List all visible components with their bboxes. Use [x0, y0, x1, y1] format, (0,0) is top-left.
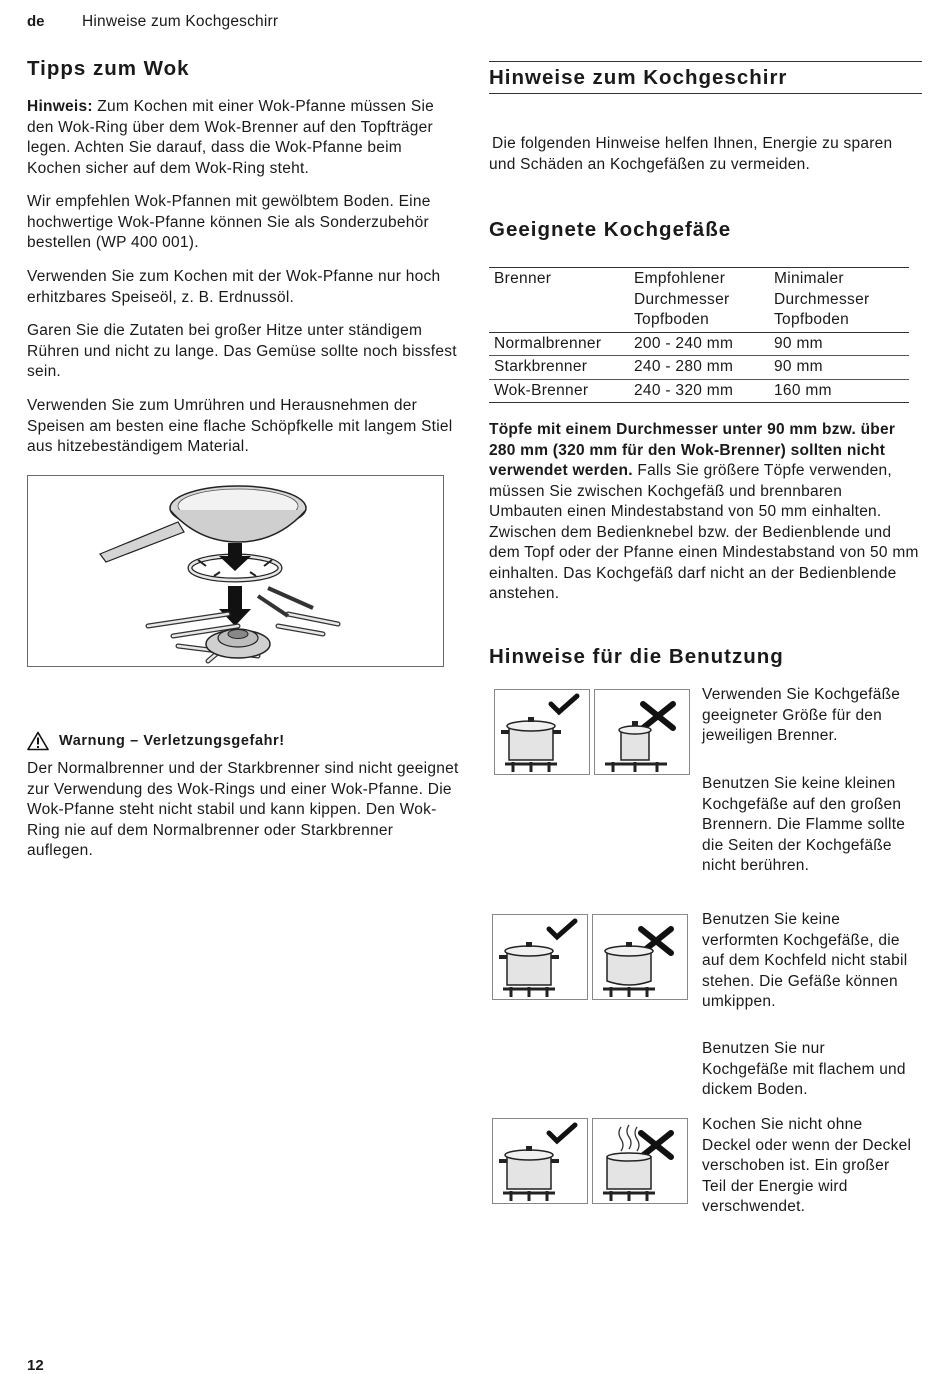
running-header-title: Hinweise zum Kochgeschirr — [82, 13, 279, 30]
table-cell: Wok-Brenner — [494, 381, 589, 399]
table-row — [489, 356, 909, 380]
col-header-recommended: Empfohlener Durchmesser Topfboden — [634, 270, 730, 328]
warning-header — [27, 731, 285, 751]
page-number: 12 — [27, 1357, 44, 1374]
table-cell: 240 - 320 mm — [634, 381, 734, 399]
burner-table-wrapper — [489, 267, 909, 403]
table-cell: 160 mm — [774, 381, 832, 399]
table-cell: Normalbrenner — [494, 334, 602, 352]
pot-correct-size-picture — [494, 689, 590, 775]
pot-deformed-picture — [592, 914, 688, 1000]
pot-with-lid-picture — [492, 1118, 588, 1204]
language-code: de — [27, 13, 45, 30]
table-cell: Starkbrenner — [494, 358, 588, 375]
table-cell: 200 - 240 mm — [634, 334, 734, 352]
pot-too-small-picture — [594, 689, 690, 775]
col-header-minimum: Minimaler Durchmesser Topfboden — [774, 270, 870, 328]
pot-diameter-bold: Töpfe mit einem Durchmesser unter 90 mm bzw. über 280 mm (320 mm für den Wok-Brenner) sollten nicht verwendet werden. — [489, 421, 896, 479]
wok-ring-illustration — [27, 475, 444, 667]
burner-size-table — [489, 267, 909, 403]
table-row — [489, 332, 909, 356]
usage-heading: Hinweise für die Benutzung — [489, 645, 784, 668]
section-rule-bottom — [489, 93, 922, 94]
table-cell: 240 - 280 mm — [634, 358, 734, 375]
wok-cooking-paragraph: Garen Sie die Zutaten bei großer Hitze unter ständigem Rühren und nicht zu lange. Das Gemüse sollte noch bissfest sein. — [27, 322, 457, 380]
usage-text-flat-bottom: Benutzen Sie nur Kochgefäße mit flachem und dickem Boden. — [702, 1040, 906, 1098]
cookware-heading: Hinweise zum Kochgeschirr — [489, 66, 788, 89]
table-header-row — [489, 268, 909, 333]
warning-triangle-icon — [27, 731, 49, 751]
pot-without-lid-picture — [592, 1118, 688, 1204]
hint-text: Zum Kochen mit einer Wok-Pfanne müssen Sie den Wok-Ring über dem Wok-Brenner auf den Topfträger legen. Achten Sie darauf, dass die Wok-Pfanne beim Kochen sicher auf dem Wok-Ring steht. — [27, 98, 435, 177]
cookware-intro: Die folgenden Hinweise helfen Ihnen, Energie zu sparen und Schäden an Kochgefäßen zu vermeiden. — [489, 135, 893, 173]
pot-diameter-paragraph — [489, 420, 919, 605]
usage-text-small-pot: Benutzen Sie keine kleinen Kochgefäße auf den großen Brennern. Die Flamme sollte die Seiten der Kochgefäße nicht berühren. — [702, 775, 906, 874]
usage-text-lid: Kochen Sie nicht ohne Deckel oder wenn der Deckel verschoben ist. Ein großer Teil der Energie wird verschwendet. — [702, 1116, 912, 1215]
wok-ring-drawing — [28, 476, 443, 666]
section-rule-top — [489, 61, 922, 62]
pot-flat-bottom-picture — [492, 914, 588, 1000]
table-cell: 90 mm — [774, 334, 823, 352]
hint-label: Hinweis: — [27, 98, 93, 115]
suitable-cookware-heading: Geeignete Kochgefäße — [489, 218, 732, 241]
warning-title: Warnung – Verletzungsgefahr! — [59, 733, 285, 749]
wok-hint-paragraph — [27, 97, 459, 179]
wok-tips-heading: Tipps zum Wok — [27, 57, 190, 80]
usage-text-size: Verwenden Sie Kochgefäße geeigneter Größe für den jeweiligen Brenner. — [702, 686, 901, 744]
usage-text-deformed: Benutzen Sie keine verformten Kochgefäße, die auf dem Kochfeld nicht stabil stehen. Die Gefäße können umkippen. — [702, 911, 908, 1010]
wok-pan-recommendation: Wir empfehlen Wok-Pfannen mit gewölbtem Boden. Eine hochwertige Wok-Pfanne können Sie als Sonderzubehör bestellen (WP 400 001). — [27, 193, 431, 251]
col-header-burner: Brenner — [494, 270, 552, 287]
table-row — [489, 379, 909, 403]
warning-text: Der Normalbrenner und der Starkbrenner sind nicht geeignet zur Verwendung des Wok-Rings und einer Wok-Pfanne. Die Wok-Pfanne steht nicht stabil und kann kippen. Den Wok-Ring nie auf dem Normalbrenner oder Starkbrenner auflegen. — [27, 760, 459, 859]
table-cell: 90 mm — [774, 358, 823, 375]
wok-ladle-paragraph: Verwenden Sie zum Umrühren und Herausnehmen der Speisen am besten eine flache Schöpfkelle mit langem Stiel aus hitzebeständigem Material. — [27, 397, 453, 455]
pot-diameter-text: Falls Sie größere Töpfe verwenden, müssen Sie zwischen Kochgefäß und brennbaren Umbauten einen Mindestabstand von 50 mm einhalten. Zwischen dem Bedienknebel bzw. der Bedienblende und dem Topf oder der Pfanne einen Mindestabstand von 50 mm einhalten. Das Kochgefäß darf nicht an der Bedienblende anstehen. — [489, 462, 919, 602]
wok-oil-paragraph: Verwenden Sie zum Kochen mit der Wok-Pfanne nur hoch erhitzbares Speiseöl, z. B. Erdnussöl. — [27, 268, 441, 306]
